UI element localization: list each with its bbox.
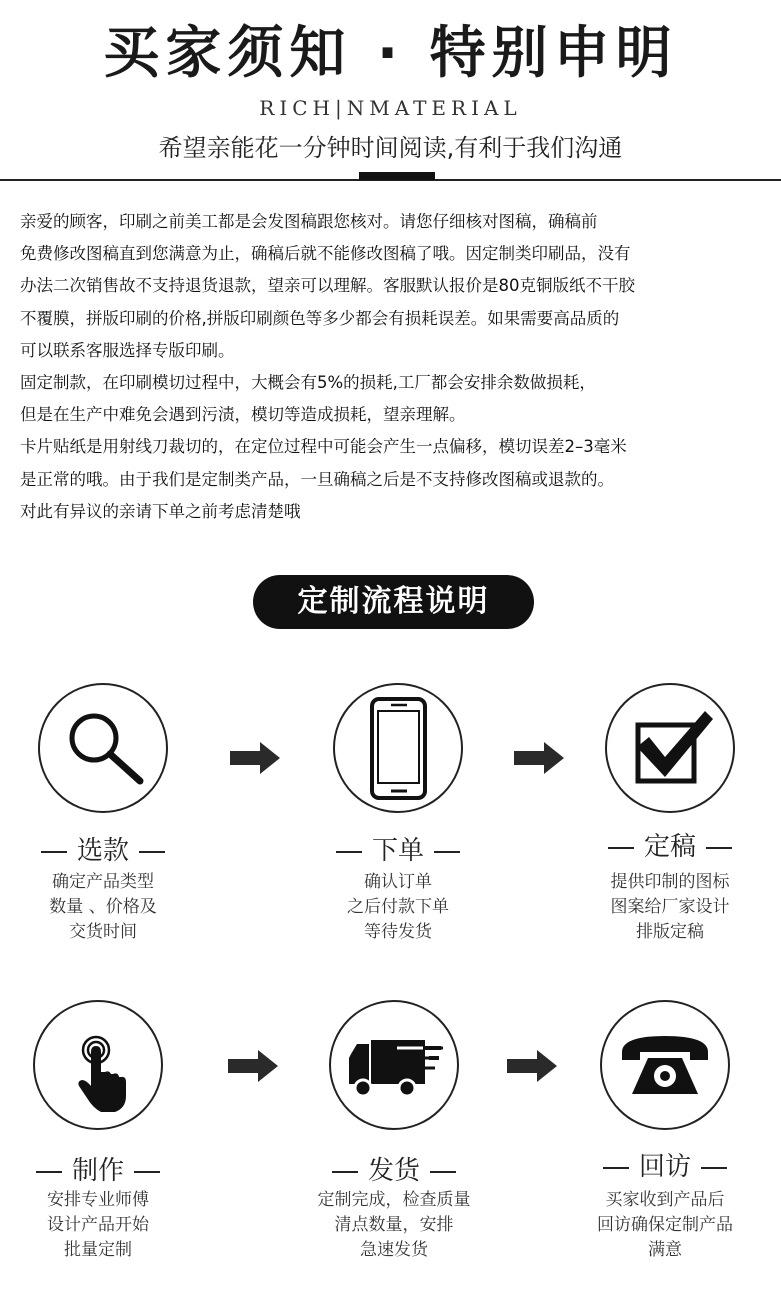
tagline: 希望亲能花一分钟时间阅读,有利于我们沟通 <box>158 134 623 162</box>
notice-line: 亲爱的顾客，印刷之前美工都是会发图稿跟您核对。请您仔细核对图稿，确稿前 <box>20 212 598 231</box>
notice-line: 免费修改图稿直到您满意为止，确稿后就不能修改图稿了哦。因定制类印刷品，没有 <box>20 244 631 264</box>
arrow-right-icon <box>226 1048 280 1084</box>
step-3-desc: 提供印制的图标 图案给厂家设计 排版定稿 <box>610 872 730 942</box>
step-3-circle <box>605 683 735 813</box>
arrow-right-icon <box>512 740 566 776</box>
step-3-title: 定稿 <box>570 826 770 863</box>
phone-icon <box>335 685 461 811</box>
notice-text <box>20 206 765 528</box>
step-2-desc: 确认订单 之后付款下单 等待发货 <box>347 872 449 942</box>
english-subtitle: RICH|NMATERIAL <box>259 96 522 120</box>
process-heading: 定制流程说明 <box>253 575 534 629</box>
notice-line: 可以联系客服选择专版印刷。 <box>20 340 235 360</box>
step-5-desc: 定制完成，检查质量 清点数量，安排 急速发货 <box>317 1190 471 1260</box>
hand-touch-icon <box>35 1002 161 1128</box>
step-4-desc: 安排专业师傅 设计产品开始 批量定制 <box>47 1190 149 1260</box>
page-title: 买家须知 · 特别申明 <box>103 21 678 86</box>
step-1-desc: 确定产品类型 数量 、价格及 交货时间 <box>49 872 157 942</box>
step-6-circle <box>600 1000 730 1130</box>
delivery-truck-icon <box>331 1002 457 1128</box>
step-5-title: 发货 <box>294 1150 494 1187</box>
arrow-right-icon <box>505 1048 559 1084</box>
step-1-circle <box>38 683 168 813</box>
checkbox-icon <box>607 685 733 811</box>
notice-line: 固定制款，在印刷模切过程中，大概会有5%的损耗,工厂都会安排余数做损耗， <box>20 373 596 393</box>
telephone-icon <box>602 1002 728 1128</box>
notice-line: 是正常的哦。由于我们是定制类产品，一旦确稿之后是不支持修改图稿或退款的。 <box>20 469 614 489</box>
step-2-circle <box>333 683 463 813</box>
step-2-title: 下单 <box>298 830 498 867</box>
magnifier-icon <box>40 685 166 811</box>
step-6-title: 回访 <box>565 1146 765 1183</box>
arrow-right-icon <box>228 740 282 776</box>
header-divider-tab <box>359 172 435 180</box>
notice-line: 卡片贴纸是用射线刀裁切的，在定位过程中可能会产生一点偏移，模切误差2–3毫米 <box>20 437 627 457</box>
step-4-circle <box>33 1000 163 1130</box>
notice-line: 办法二次销售故不支持退货退款，望亲可以理解。客服默认报价是80克铜版纸不干胶 <box>20 276 635 296</box>
step-1-title: 选款 <box>3 830 203 867</box>
step-6-desc: 买家收到产品后 回访确保定制产品 满意 <box>597 1190 733 1260</box>
notice-line: 不覆膜，拼版印刷的价格,拼版印刷颜色等多少都会有损耗误差。如果需要高品质的 <box>20 308 620 328</box>
step-5-circle <box>329 1000 459 1130</box>
notice-line: 但是在生产中难免会遇到污渍，模切等造成损耗，望亲理解。 <box>20 405 466 425</box>
notice-line: 对此有异议的亲请下单之前考虑清楚哦 <box>20 501 301 521</box>
step-4-title: 制作 <box>0 1150 198 1187</box>
